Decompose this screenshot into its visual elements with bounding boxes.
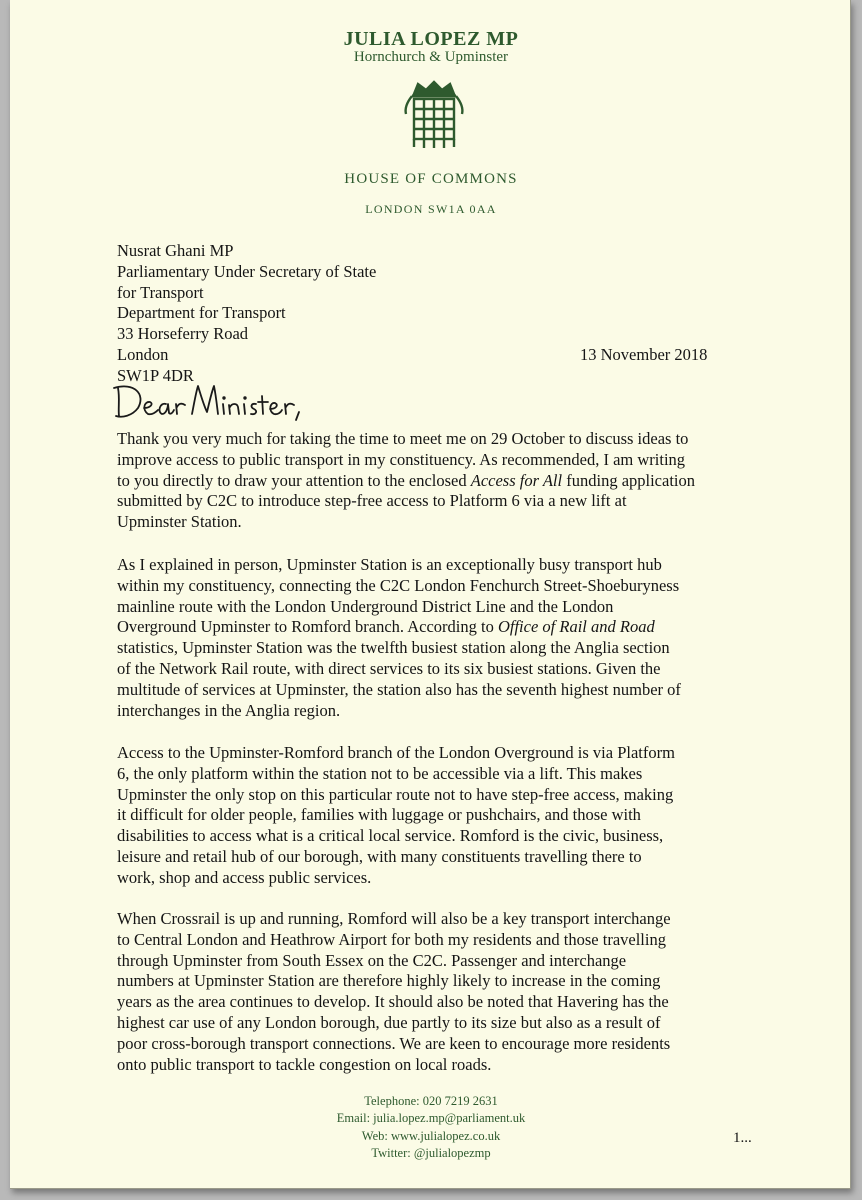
paragraph-line: multitude of services at Upminster, the station also has the seventh highest number of [117, 679, 681, 699]
paragraph-line: 6, the only platform within the station not to be accessible via a lift. This makes [117, 763, 643, 783]
footer-web: Web: www.julialopez.co.uk [361, 1128, 501, 1143]
recipient-line: 33 Horseferry Road [117, 324, 249, 344]
mp-name: JULIA LOPEZ MP [343, 28, 519, 50]
paragraph-line: onto public transport to tackle congestion on local roads. [117, 1054, 492, 1074]
paragraph-line: Overground Upminster to Romford branch. According to Office of Rail and Road [117, 617, 655, 637]
page-continuation-marker: 1... [733, 1130, 752, 1146]
recipient-line: London [117, 344, 169, 364]
paragraph-line: of the Network Rail route, with direct services to its six busiest stations. Given the [117, 658, 661, 678]
recipient-line: Department for Transport [117, 303, 286, 323]
portcullis-icon [400, 80, 468, 150]
footer-email: Email: julia.lopez.mp@parliament.uk [336, 1111, 526, 1126]
house-address: LONDON SW1A 0AA [365, 202, 497, 216]
contact-footer [260, 1093, 602, 1162]
paragraph-line: interchanges in the Anglia region. [117, 700, 341, 720]
letter-date: 13 November 2018 [580, 345, 708, 364]
paragraph-line: disabilities to access what is a critical local service. Romford is the civic, business, [117, 826, 664, 846]
paragraph-line: to Central London and Heathrow Airport for both my residents and those travelling [117, 929, 666, 949]
paragraph-line: improve access to public transport in my constituency. As recommended, I am writing [117, 449, 686, 469]
paragraph-line: highest car use of any London borough, due partly to its size but also as a result of [117, 1012, 661, 1032]
paragraph-line: years as the area continues to develop. It should also be noted that Havering has the [117, 992, 669, 1012]
paragraph-2 [117, 555, 767, 721]
recipient-line: for Transport [117, 282, 204, 302]
paragraph-line: When Crossrail is up and running, Romford will also be a key transport interchange [117, 909, 671, 928]
handwritten-salutation [110, 374, 330, 430]
mp-constituency: Hornchurch & Upminster [353, 49, 509, 65]
paragraph-line: mainline route with the London Underground District Line and the London [117, 596, 614, 616]
recipient-line: SW1P 4DR [117, 365, 194, 385]
paragraph-line: through Upminster from South Essex on the C2C. Passenger and interchange [117, 950, 627, 970]
paragraph-line: work, shop and access public services. [117, 867, 372, 887]
paragraph-line: poor cross-borough transport connections. We are keen to encourage more residents [117, 1033, 671, 1053]
paragraph-line: Upminster Station. [117, 512, 242, 532]
paragraph-line: it difficult for older people, families with luggage or pushchairs, and those with [117, 805, 641, 825]
paragraph-line: submitted by C2C to introduce step-free access to Platform 6 via a new lift at [117, 491, 627, 511]
paragraph-line: statistics, Upminster Station was the twelfth busiest station along the Anglia section [117, 638, 670, 658]
recipient-address [117, 241, 376, 387]
paragraph-line: to you directly to draw your attention to the enclosed Access for All funding application [117, 470, 695, 490]
paragraph-4 [117, 909, 767, 1075]
house-of-commons: HOUSE OF COMMONS [344, 171, 518, 187]
paragraph-line: Thank you very much for taking the time to meet me on 29 October to discuss ideas to [117, 429, 689, 448]
paragraph-line: Upminster the only stop on this particular route not to have step-free access, making [117, 784, 674, 804]
paragraph-line: numbers at Upminster Station are therefore highly likely to increase in the coming [117, 971, 661, 991]
paragraph-1 [117, 429, 767, 533]
organisation-name: Office of Rail and Road [497, 617, 655, 637]
footer-twitter: Twitter: @julialopezmp [371, 1145, 491, 1160]
paragraph-line: leisure and retail hub of our borough, with many constituents travelling there to [117, 846, 642, 866]
paragraph-line: As I explained in person, Upminster Station is an exceptionally busy transport hub [117, 555, 662, 574]
recipient-line: Nusrat Ghani MP [117, 241, 234, 260]
programme-name: Access for All [470, 470, 563, 490]
footer-telephone: Telephone: 020 7219 2631 [364, 1094, 498, 1108]
paragraph-line: Access to the Upminster-Romford branch of the London Overground is via Platform [117, 743, 675, 762]
paragraph-line: within my constituency, connecting the C2C London Fenchurch Street-Shoeburyness [117, 575, 680, 595]
recipient-line: Parliamentary Under Secretary of State [117, 261, 377, 281]
paragraph-3 [117, 743, 767, 889]
